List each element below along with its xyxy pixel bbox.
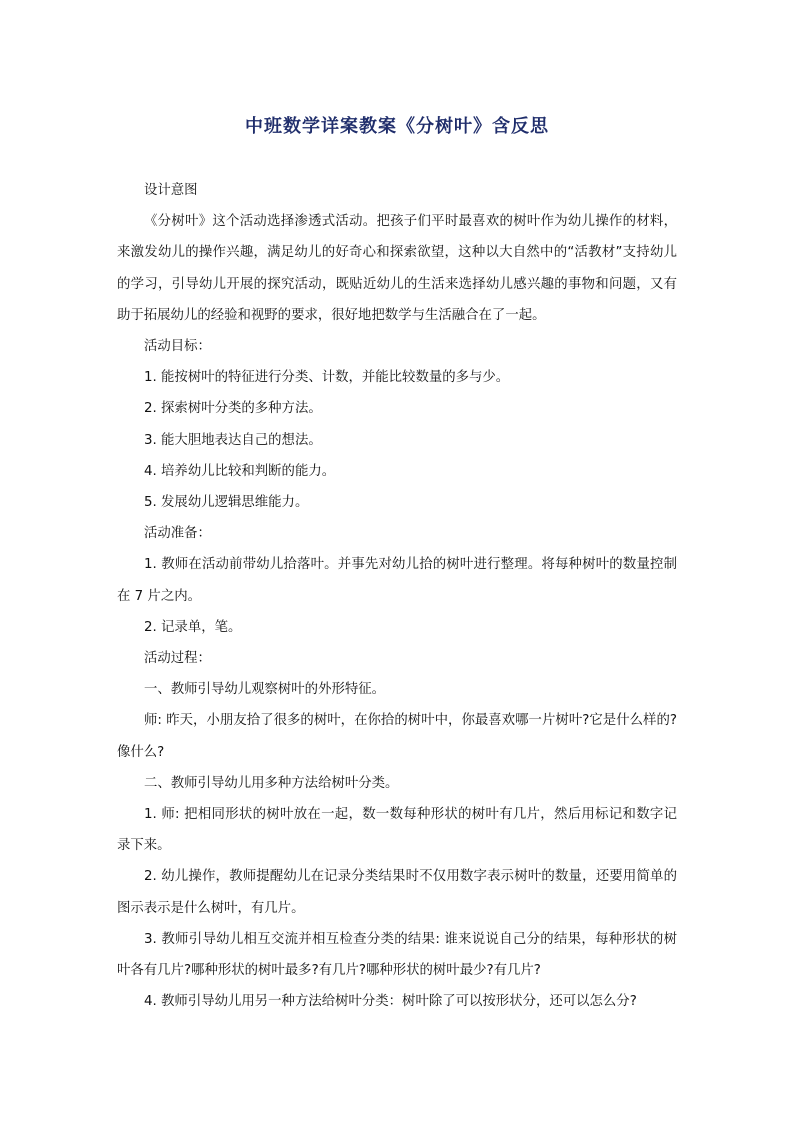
- section-heading: 活动过程：: [144, 651, 211, 667]
- list-item: 5. 发展幼儿逻辑思维能力。: [144, 495, 309, 511]
- list-item: 3. 能大胆地表达自己的想法。: [144, 432, 322, 448]
- list-item: 1. 能按树叶的特征进行分类、计数，并能比较数量的多与少。: [144, 370, 510, 386]
- list-item: 1. 教师在活动前带幼儿拾落叶。并事先对幼儿拾的树叶进行整理。将每种树叶的数量控制在 7 片之内。: [117, 557, 677, 604]
- list-item: 4. 教师引导幼儿用另一种方法给树叶分类：树叶除了可以按形状分，还可以怎么分?: [144, 994, 637, 1010]
- list-item: 2. 探索树叶分类的多种方法。: [144, 401, 322, 417]
- section-heading: 活动准备：: [144, 526, 211, 542]
- paragraph: 一、教师引导幼儿观察树叶的外形特征。: [144, 682, 386, 698]
- section-heading: 活动目标：: [144, 339, 211, 355]
- document-title: 中班数学详案教案《分树叶》含反思: [245, 116, 549, 137]
- section-heading: 设计意图: [144, 183, 198, 198]
- list-item: 1. 师: 把相同形状的树叶放在一起，数一数每种形状的树叶有几片，然后用标记和数字记录下来。: [117, 807, 677, 854]
- paragraph: 《分树叶》这个活动选择渗透式活动。把孩子们平时最喜欢的树叶作为幼儿操作的材料，来激发幼儿的操作兴趣，满足幼儿的好奇心和探索欲望，这种以大自然中的“活教材”支持幼儿的学习，引导幼儿开展的探究活动，既贴近幼儿的生活来选择幼儿感兴趣的事物和问题，又有助于拓展幼儿的经验和视野的要求，很好地把数学与生活融合在了一起。: [117, 214, 677, 323]
- paragraph: 师: 昨天，小朋友拾了很多的树叶，在你拾的树叶中，你最喜欢哪一片树叶?它是什么样的?像什么?: [117, 713, 677, 760]
- list-item: 4. 培养幼儿比较和判断的能力。: [144, 463, 336, 479]
- document-body: [117, 175, 677, 1017]
- list-item: 3. 教师引导幼儿相互交流并相互检查分类的结果: 谁来说说自己分的结果，每种形状的树叶各有几片?哪种形状的树叶最多?有几片?哪种形状的树叶最少?有几片?: [117, 931, 677, 979]
- list-item: 2. 记录单，笔。: [144, 619, 242, 635]
- list-item: 2. 幼儿操作，教师提醒幼儿在记录分类结果时不仅用数字表示树叶的数量，还要用简单的图示表示是什么树叶，有几片。: [117, 869, 677, 916]
- paragraph: 二、教师引导幼儿用多种方法给树叶分类。: [144, 775, 399, 791]
